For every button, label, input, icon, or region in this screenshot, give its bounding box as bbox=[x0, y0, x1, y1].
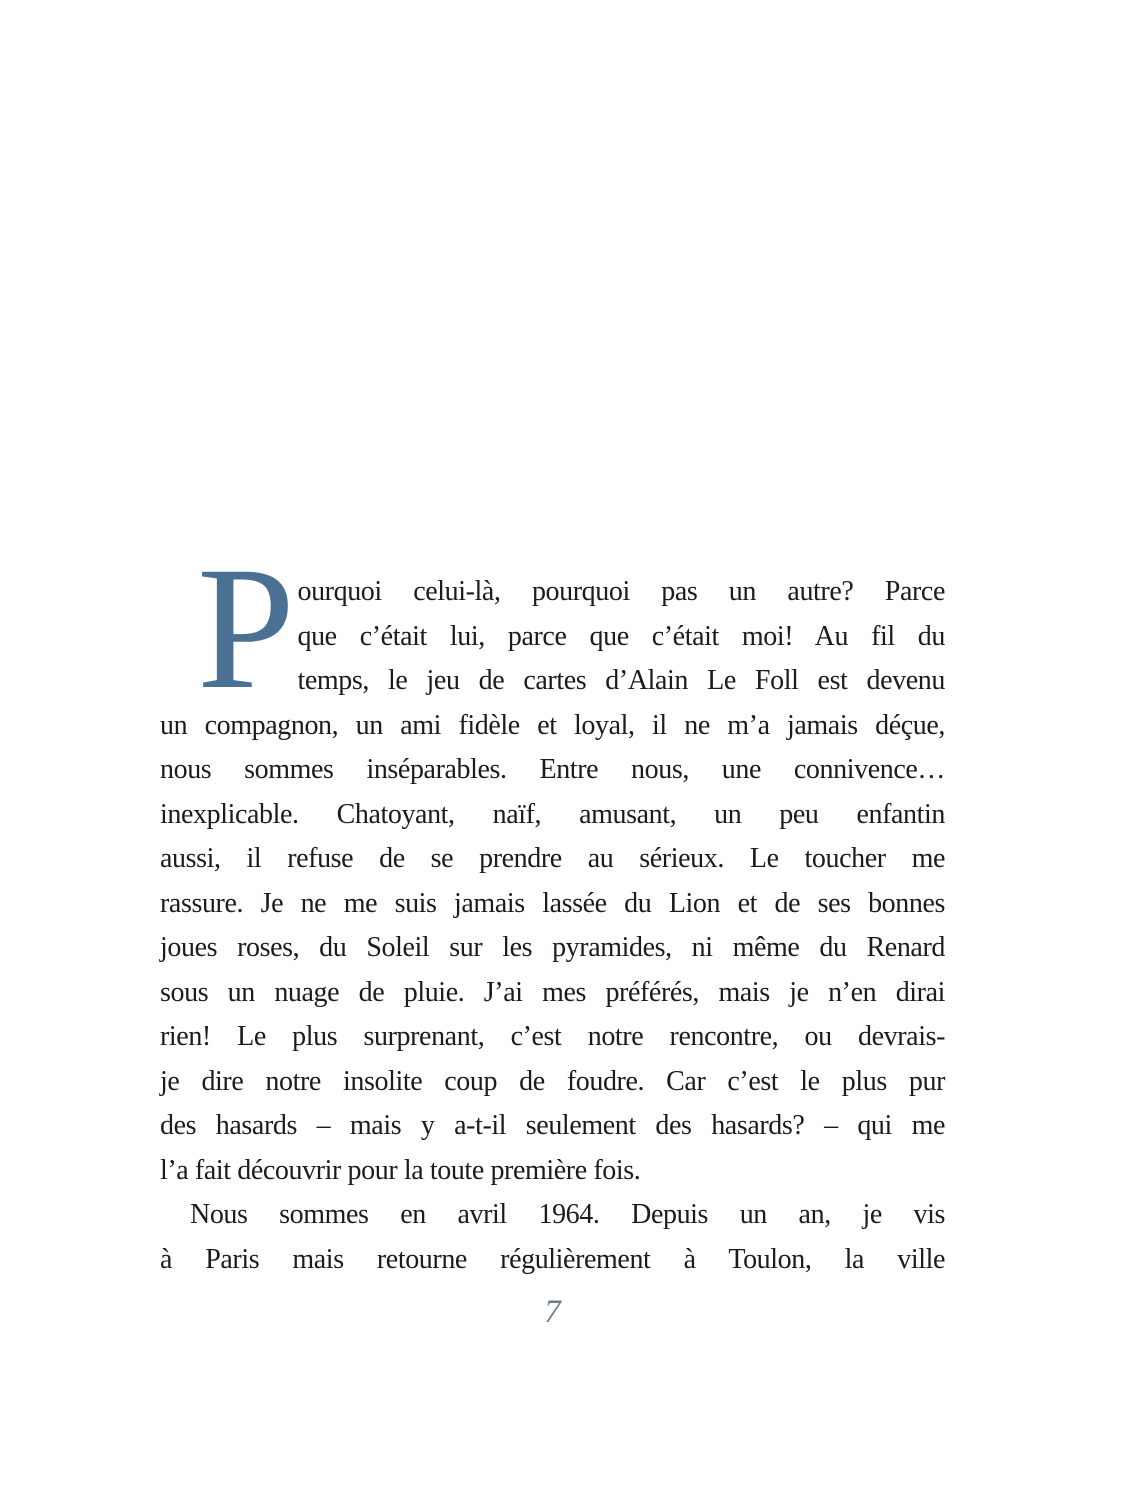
text-line: je dire notre insolite coup de foudre. Car c’est le plus pur bbox=[160, 1065, 945, 1097]
text-block bbox=[160, 531, 945, 1282]
page-number: 7 bbox=[544, 1294, 561, 1330]
text-line-paragraph-end: l’a fait découvrir pour la toute première fois. bbox=[160, 1154, 641, 1186]
text-line: rassure. Je ne me suis jamais lassée du Lion et de ses bonnes bbox=[160, 887, 945, 919]
text-line: aussi, il refuse de se prendre au sérieux. Le toucher me bbox=[160, 843, 945, 874]
text-line: que c’était lui, parce que c’était moi! Au fil du bbox=[297, 620, 945, 652]
text-line-paragraph-start: Nous sommes en avril 1964. Depuis un an, je vis bbox=[190, 1199, 945, 1230]
text-line: ourquoi celui-là, pourquoi pas un autre? Parce bbox=[297, 576, 945, 607]
text-line: un compagnon, un ami fidèle et loyal, il ne m’a jamais déçue, bbox=[160, 709, 945, 741]
text-line: inexplicable. Chatoyant, naïf, amusant, un peu enfantin bbox=[160, 798, 945, 830]
text-line: des hasards – mais y a-t-il seulement des hasards? – qui me bbox=[160, 1110, 945, 1141]
text-line: nous sommes inséparables. Entre nous, une connivence… bbox=[160, 754, 945, 785]
text-line: joues roses, du Soleil sur les pyramides, ni même du Renard bbox=[160, 932, 945, 963]
text-line: sous un nuage de pluie. J’ai mes préférés, mais je n’en dirai bbox=[160, 976, 945, 1008]
text-line: rien! Le plus surprenant, c’est notre rencontre, ou devrais- bbox=[160, 1021, 945, 1052]
drop-cap-letter: P bbox=[197, 531, 295, 726]
text-line: temps, le jeu de cartes d’Alain Le Foll est devenu bbox=[297, 665, 945, 696]
text-line: à Paris mais retourne régulièrement à Toulon, la ville bbox=[160, 1243, 945, 1275]
